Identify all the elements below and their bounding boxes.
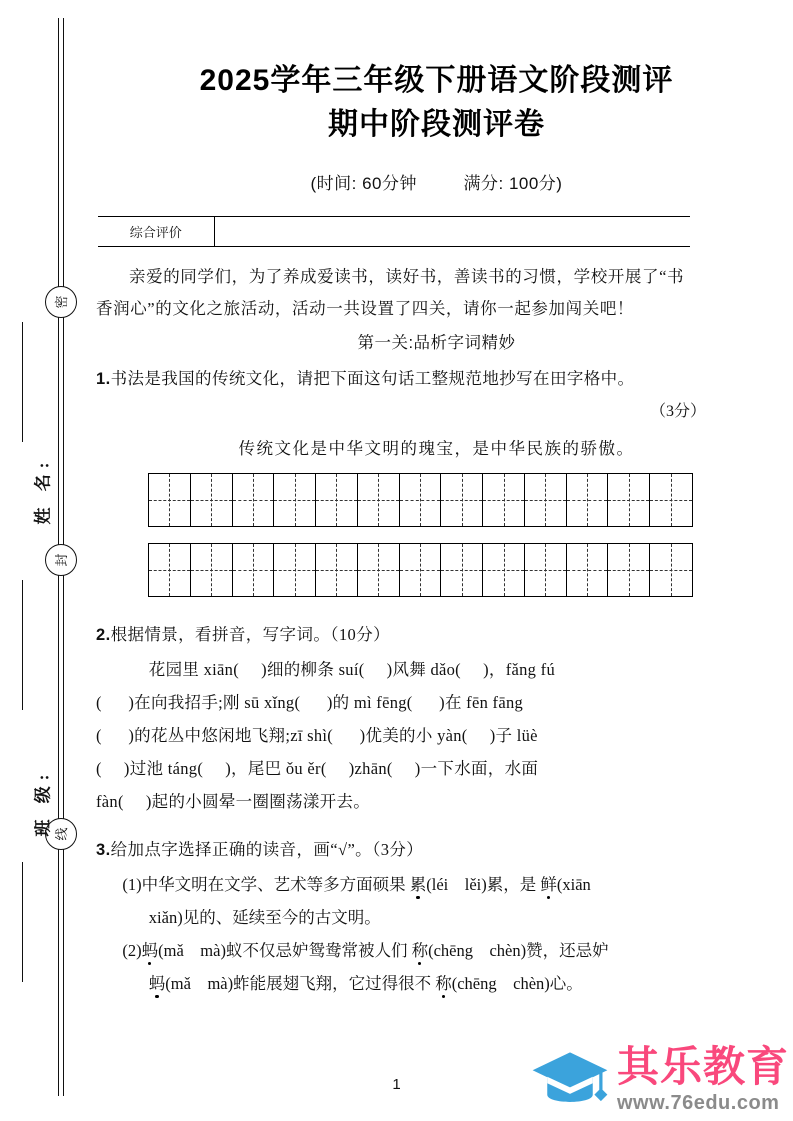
tianzige-cell[interactable] (358, 474, 400, 526)
question-3-sub-1-line-1[interactable] (96, 868, 728, 901)
seal-mark-xian: 线 (45, 818, 77, 850)
q3-1-mid: (léi lěi)累，是 (426, 875, 541, 895)
dotted-char-ma-2: 蚂 (148, 974, 166, 994)
tianzige-cell[interactable] (149, 544, 191, 596)
tianzige-cell[interactable] (274, 544, 316, 596)
exam-title-main: 2025学年三年级下册语文阶段测评 (199, 64, 674, 97)
tianzige-cell[interactable] (400, 474, 442, 526)
q3-2-c: (mǎ mà)蚱能展翅飞翔，它过得很不 (165, 974, 436, 994)
question-1-points: （3分） (649, 402, 706, 420)
student-class-label: 班 级: (33, 768, 53, 837)
dotted-char-cheng-2: 称 (435, 974, 452, 994)
question-2-stem: 根据情景，看拼音，写字词。（10分） (110, 624, 391, 644)
question-3-number: 3. (96, 841, 111, 860)
tianzige-cell[interactable] (608, 474, 650, 526)
question-3-stem: 给加点字选择正确的读音，画“√”。（3分） (110, 840, 424, 860)
score-table-value[interactable] (214, 217, 690, 247)
tianzige-cell[interactable] (316, 544, 358, 596)
score-table-label: 综合评价 (98, 217, 214, 247)
brand-url: www.76edu.com (616, 1092, 780, 1114)
question-2-line-5[interactable]: fàn( )起的小圆晕一圈圈荡漾开去。 (96, 792, 371, 812)
question-3-sub-2-line-2[interactable] (96, 967, 728, 1000)
question-2-number: 2. (96, 625, 111, 644)
seal-mark-feng: 封 (45, 544, 77, 576)
question-2 (96, 619, 714, 651)
tianzige-cell[interactable] (567, 474, 609, 526)
tianzige-cell[interactable] (191, 544, 233, 596)
q3-1-pre: 中华文明在文学、艺术等多方面硕果 (141, 875, 410, 895)
student-name-label: 姓 名: (33, 456, 53, 525)
exam-meta (96, 169, 777, 194)
tianzige-cell[interactable] (441, 474, 483, 526)
question-2-body (96, 653, 728, 818)
seal-mark-mi: 密 (45, 286, 77, 318)
brand-name: 其乐教育 (616, 1043, 789, 1090)
seal-side-rule-3 (22, 862, 23, 982)
tianzige-cell[interactable] (316, 474, 358, 526)
question-1-stem: 书法是我国的传统文化，请把下面这句话工整规范地抄写在田字格中。 (110, 369, 635, 389)
question-2-line-4[interactable]: ( )过池 táng( )，尾巴 ǒu ěr( )zhān( )一下水面，水面 (96, 759, 539, 779)
exam-time-label: (时间: 60分钟 (310, 174, 418, 193)
tianzige-row-2[interactable] (148, 543, 693, 597)
q3-1-post: (xiān (556, 875, 591, 895)
seal-side-rule-1 (22, 322, 23, 442)
table-row (98, 217, 690, 247)
dotted-char-ma-1: 蚂 (141, 941, 159, 961)
sub-marker-1: (1) (122, 875, 142, 895)
dotted-char-cheng-1: 称 (411, 941, 429, 961)
page-number: 1 (392, 1076, 401, 1093)
tianzige-cell[interactable] (274, 474, 316, 526)
tianzige-cell[interactable] (400, 544, 442, 596)
question-2-line-2[interactable]: ( )在向我招手;刚 sū xǐng( )的 mì fēng( )在 fēn fāng (96, 693, 524, 713)
q3-2-d: (chēng chèn)心。 (451, 974, 583, 994)
tianzige-grid-wrap (148, 473, 777, 597)
exam-title-sub: 期中阶段测评卷 (328, 107, 545, 141)
q3-2-a: (mǎ mà)蚁不仅忌妒鸳鸯常被人们 (158, 941, 412, 961)
intro-paragraph: 亲爱的同学们，为了养成爱读书，读好书，善读书的习惯，学校开展了“书香润心”的文化之旅活动，活动一共设置了四关，请你一起参加闯关吧！ (96, 267, 685, 319)
brand-watermark (531, 1043, 789, 1114)
brand-text (616, 1043, 789, 1114)
question-1-number: 1. (96, 370, 111, 389)
question-2-line-3[interactable]: ( )的花丛中悠闲地飞翔;zī shì( )优美的小 yàn( )子 lüè (96, 726, 538, 746)
tianzige-cell[interactable] (191, 474, 233, 526)
tianzige-cell[interactable] (608, 544, 650, 596)
tianzige-cell[interactable] (233, 544, 275, 596)
seal-side-rule-2 (22, 580, 23, 710)
exam-sheet (96, 0, 793, 1121)
question-3-body (96, 868, 728, 1000)
q3-2-b: (chēng chèn)赞，还忌妒 (428, 941, 609, 961)
tianzige-cell[interactable] (650, 474, 692, 526)
tianzige-cell[interactable] (358, 544, 400, 596)
tianzige-cell[interactable] (525, 544, 567, 596)
question-1 (96, 363, 714, 395)
tianzige-cell[interactable] (567, 544, 609, 596)
exam-score-label: 满分: 100分) (463, 174, 563, 193)
tianzige-cell[interactable] (483, 544, 525, 596)
seal-line-strip (0, 0, 96, 1121)
level-one-heading: 第一关:品析字词精妙 (357, 334, 516, 353)
tianzige-cell[interactable] (233, 474, 275, 526)
question-3 (96, 834, 714, 866)
copy-sentence: 传统文化是中华文明的瑰宝，是中华民族的骄傲。 (238, 438, 635, 458)
score-table (98, 216, 690, 247)
dotted-char-lei: 累 (409, 875, 427, 895)
sub-marker-2: (2) (122, 941, 142, 961)
tianzige-cell[interactable] (441, 544, 483, 596)
tianzige-cell[interactable] (525, 474, 567, 526)
tianzige-row-1[interactable] (148, 473, 693, 527)
question-3-sub-1-line-2[interactable]: xiǎn)见的、延续至今的古文明。 (148, 908, 381, 928)
question-2-line-1[interactable]: 花园里 xiān( )细的柳条 suí( )风舞 dǎo( )，fǎng fú (148, 660, 555, 680)
dotted-char-xian: 鲜 (540, 875, 557, 895)
graduation-cap-icon (531, 1047, 609, 1113)
tianzige-cell[interactable] (149, 474, 191, 526)
tianzige-cell[interactable] (483, 474, 525, 526)
tianzige-cell[interactable] (650, 544, 692, 596)
question-3-sub-2-line-1[interactable] (96, 934, 728, 967)
